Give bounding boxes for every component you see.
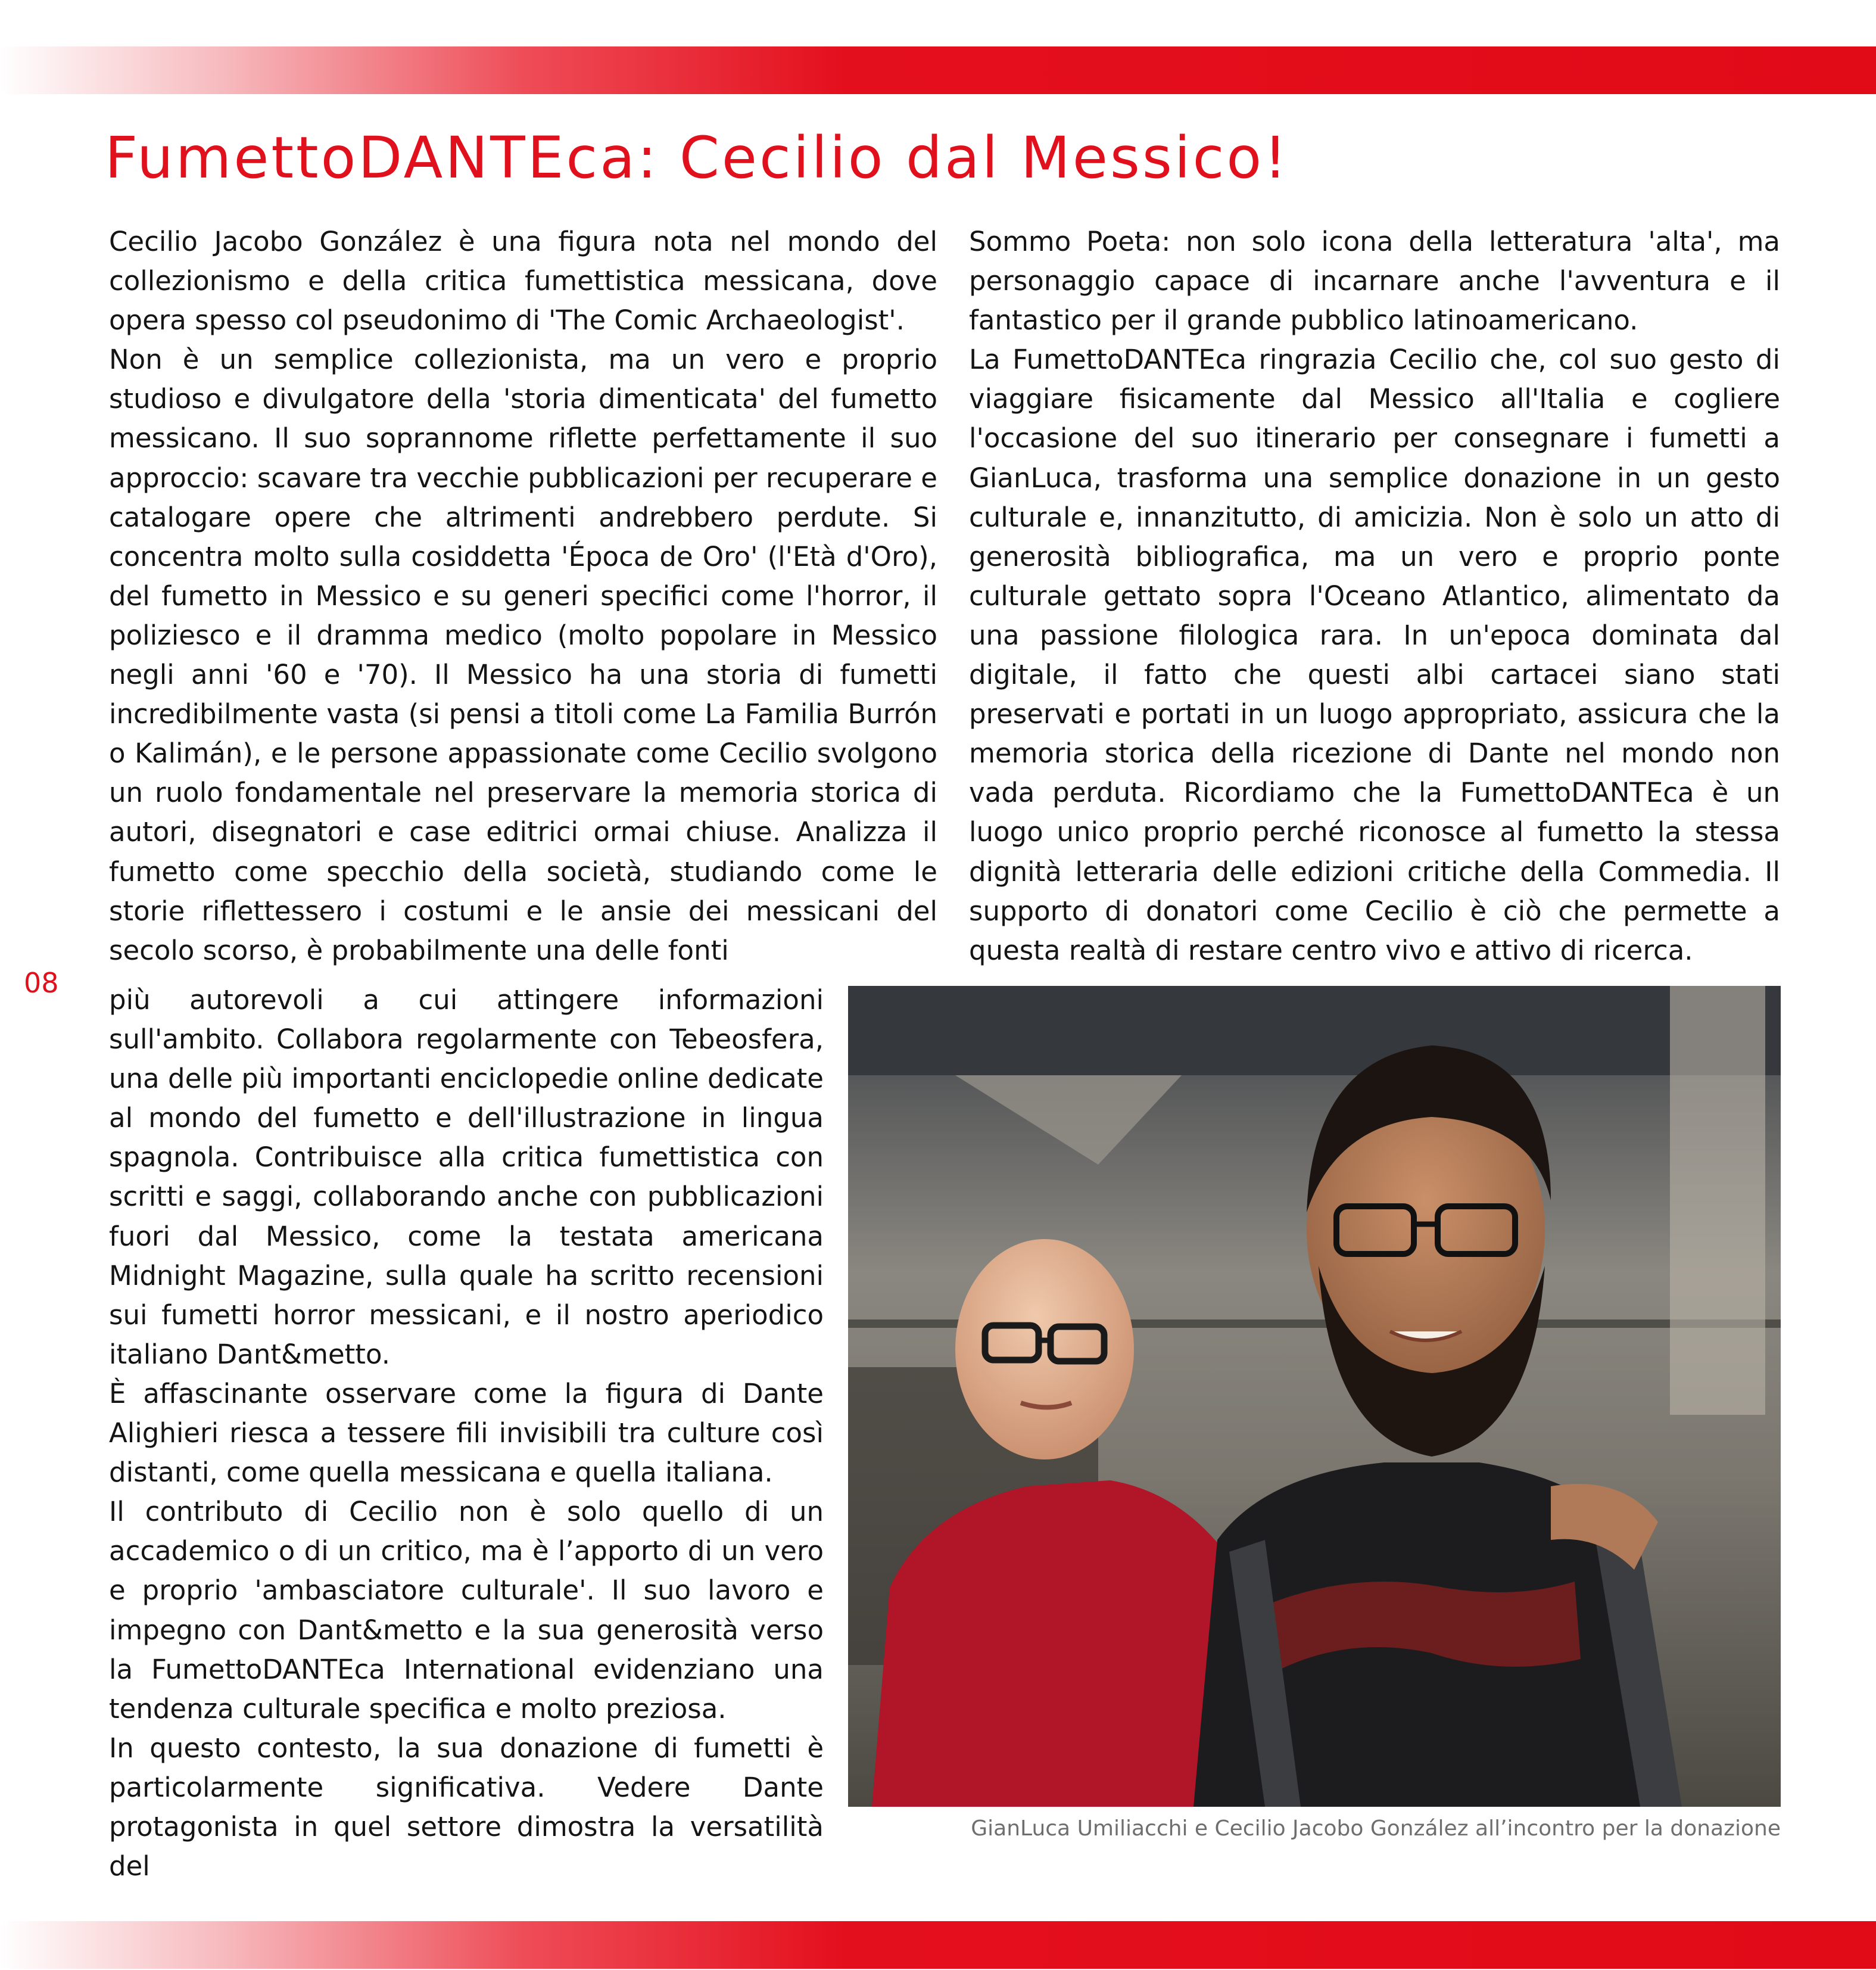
paragraph: In questo contesto, la sua donazione di fumetti è particolarmente significativa. Vedere Dante protagonista in quel settore dimostra la versatilità del — [109, 1732, 824, 1882]
paragraph: più autorevoli a cui attingere informazioni sull'ambito. Collabora regolarmente con Tebeosfera, una delle più importanti enciclopedie online dedicate al mondo del fumetto e dell'illustrazione in lingua spagnola. Contribuisce alla critica fumettistica con scritti e saggi, collaborando anche con pubblicazioni fuori dal Messico, come la testata americana Midnight Magazine, sulla quale ha scritto recensioni sui fumetti horror messicani, e il nostro aperiodico italiano Dant&metto. — [109, 984, 824, 1370]
bottom-red-band — [0, 1921, 1876, 1969]
article-title: FumettoDANTEca: Cecilio dal Messico! — [105, 125, 1289, 191]
paragraph: Sommo Poeta: non solo icona della letteratura 'alta', ma personaggio capace di incarnare anche l'avventura e il fantastico per il grande pubblico latinoamericano. — [969, 226, 1780, 337]
right-column — [969, 222, 1780, 970]
page-number: 08 — [24, 967, 59, 999]
photo-illustration — [848, 986, 1781, 1807]
article-photo — [848, 986, 1781, 1807]
paragraph: È affascinante osservare come la figura di Dante Alighieri riesca a tessere fili invisibili tra culture così distanti, come quella messicana e quella italiana. — [109, 1377, 824, 1489]
paragraph: Il contributo di Cecilio non è solo quello di un accademico o di un critico, ma è l’apporto di un vero e proprio 'ambasciatore culturale'. Il suo lavoro e impegno con Dant&metto e la sua generosità verso la FumettoDANTEca International evidenziano una tendenza culturale specifica e molto preziosa. — [109, 1496, 824, 1725]
top-red-band — [0, 46, 1876, 94]
left-column-bottom — [109, 981, 824, 1886]
paragraph: Cecilio Jacobo González è una figura nota nel mondo del collezionismo e della critica fumettistica messicana, dove opera spesso col pseudonimo di 'The Comic Archaeologist'. — [109, 226, 937, 337]
paragraph: Non è un semplice collezionista, ma un vero e proprio studioso e divulgatore della 'storia dimenticata' del fumetto messicano. Il suo soprannome riflette perfettamente il suo approccio: scavare tra vecchie pubblicazioni per recuperare e catalogare opere che altrimenti andrebbero perdute. Si concentra molto sulla cosiddetta 'Época de Oro' (l'Età d'Oro), del fumetto in Messico e su generi specifici come l'horror, il poliziesco e il dramma medico (molto popolare in Messico negli anni '60 e '70). Il Messico ha una storia di fumetti incredibilmente vasta (si pensi a titoli come La Familia Burrón o Kalimán), e le persone appassionate come Cecilio svolgono un ruolo fondamentale nel preservare la memoria storica di autori, disegnatori e case editrici ormai chiuse. Analizza il fumetto come specchio della società, studiando come le storie riflettessero i costumi e le ansie dei messicani del secolo scorso, è probabilmente una delle fonti — [109, 344, 937, 966]
left-column-top — [109, 222, 937, 970]
photo-caption: GianLuca Umiliacchi e Cecilio Jacobo González all’incontro per la donazione — [971, 1816, 1781, 1841]
paragraph: La FumettoDANTEca ringrazia Cecilio che, col suo gesto di viaggiare fisicamente dal Messico all'Italia e cogliere l'occasione del suo itinerario per consegnare i fumetti a GianLuca, trasforma una semplice donazione in un gesto culturale e, innanzitutto, di amicizia. Non è solo un atto di generosità bibliografica, ma un vero e proprio ponte culturale gettato sopra l'Oceano Atlantico, alimentato da una passione filologica rara. In un'epoca dominata dal digitale, il fatto che questi albi cartacei siano stati preservati e portati in un luogo appropriato, assicura che la memoria storica della ricezione di Dante nel mondo non vada perduta. Ricordiamo che la FumettoDANTEca è un luogo unico proprio perché riconosce al fumetto la stessa dignità letteraria delle edizioni critiche della Commedia. Il supporto di donatori come Cecilio è ciò che permette a questa realtà di restare centro vivo e attivo di ricerca. — [969, 344, 1780, 966]
